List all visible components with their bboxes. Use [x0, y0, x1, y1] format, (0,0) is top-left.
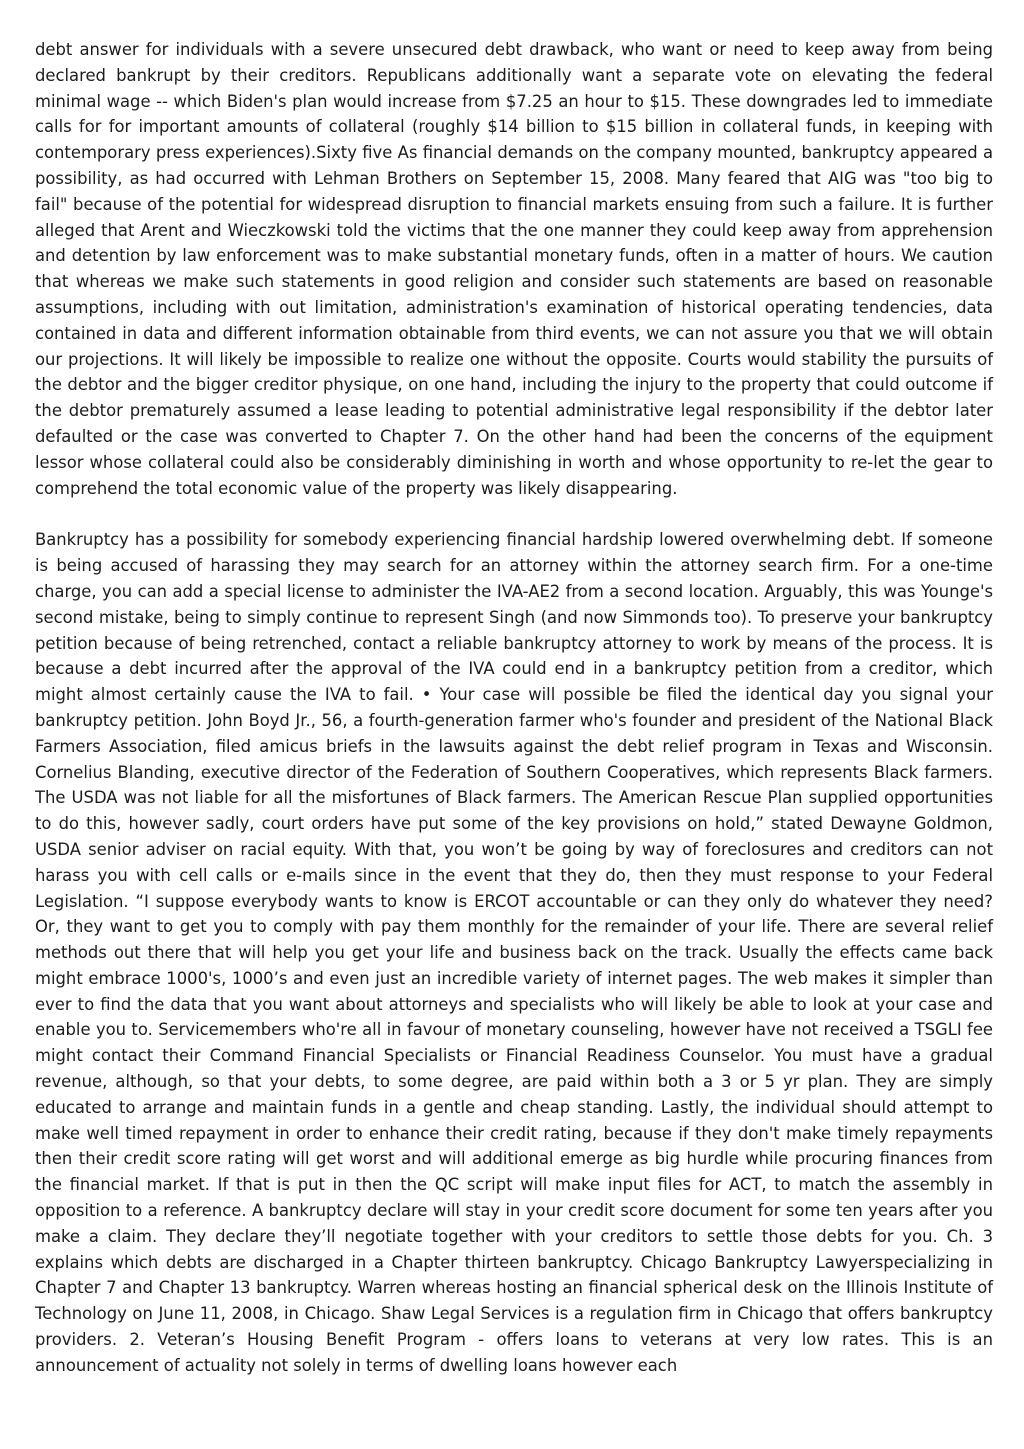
- paragraph-2: Bankruptcy has a possibility for somebody experiencing financial hardship lowered overwhelming debt. If someone is being accused of harassing they may search for an attorney within the attorney search firm. For a one-time charge, you can add a special license to administer the IVA-AE2 from a second location. Arguably, this was Younge's second mistake, being to simply continue to represent Singh (and now Simmonds too). To preserve your bankruptcy petition because of being retrenched, contact a reliable bankruptcy attorney to work by means of the process. It is because a debt incurred after the approval of the IVA could end in a bankruptcy petition from a creditor, which might almost certainly cause the IVA to fail. • Your case will possible be filed the identical day you signal your bankruptcy petition. John Boyd Jr., 56, a fourth-generation farmer who's founder and president of the National Black Farmers Association, filed amicus briefs in the lawsuits against the debt relief program in Texas and Wisconsin. Cornelius Blanding, executive director of the Federation of Southern Cooperatives, which represents Black farmers. The USDA was not liable for all the misfortunes of Black farmers. The American Rescue Plan supplied opportunities to do this, however sadly, court orders have put some of the key provisions on hold,” stated Dewayne Goldmon, USDA senior adviser on racial equity. With that, you won’t be going by way of foreclosures and creditors can not harass you with cell calls or e-mails since in the event that they do, then they must response to your Federal Legislation. “I suppose everybody wants to know is ERCOT accountable or can they only do whatever they need? Or, they want to get you to comply with pay them monthly for the remainder of your life. There are several relief methods out there that will help you get your life and business back on the track. Usually the effects came back might embrace 1000's, 1000’s and even just an incredible variety of internet pages. The web makes it simpler than ever to find the data that you want about attorneys and specialists who will likely be able to look at your case and enable you to. Servicemembers who're all in favour of monetary counseling, however have not received a TSGLI fee might contact their Command Financial Specialists or Financial Readiness Counselor. You must have a gradual revenue, although, so that your debts, to some degree, are paid within both a 3 or 5 yr plan. They are simply educated to arrange and maintain funds in a gentle and cheap standing. Lastly, the individual should attempt to make well timed repayment in order to enhance their credit rating, because if they don't make timely repayments then their credit score rating will get worst and will additional emerge as big hurdle while procuring finances from the financial market. If that is put in then the QC script will make input files for ACT, to match the assembly in opposition to a reference. A bankruptcy declare will stay in your credit score document for some ten years after you make a claim. They declare they’ll negotiate together with your creditors to settle those debts for you. Ch. 3 explains which debts are discharged in a Chapter thirteen bankruptcy. Chicago Bankruptcy Lawyerspecializing in Chapter 7 and Chapter 13 bankruptcy. Warren whereas hosting an financial spherical desk on the Illinois Institute of Technology on June 11, 2008, in Chicago. Shaw Legal Services is a regulation firm in Chicago that offers bankruptcy providers. 2. Veteran’s Housing Benefit Program - offers loans to veterans at very low rates. This is an announcement of actuality not solely in terms of dwelling loans however each: [35, 530, 993, 1375]
- document-page: [35, 37, 993, 1379]
- paragraph-1: debt answer for individuals with a severe unsecured debt drawback, who want or need to keep away from being declared bankrupt by their creditors. Republicans additionally want a separate vote on elevating the federal minimal wage -- which Biden's plan would increase from $7.25 an hour to $15. These downgrades led to immediate calls for for important amounts of collateral (roughly $14 billion to $15 billion in collateral funds, in keeping with contemporary press experiences).Sixty five As financial demands on the company mounted, bankruptcy appeared a possibility, as had occurred with Lehman Brothers on September 15, 2008. Many feared that AIG was "too big to fail" because of the potential for widespread disruption to financial markets ensuing from such a failure. It is further alleged that Arent and Wieczkowski told the victims that the one manner they could keep away from apprehension and detention by law enforcement was to make substantial monetary funds, often in a matter of hours. We caution that whereas we make such statements in good religion and consider such statements are based on reasonable assumptions, including with out limitation, administration's examination of historical operating tendencies, data contained in data and different information obtainable from third events, we can not assure you that we will obtain our projections. It will likely be impossible to realize one without the opposite. Courts would stability the pursuits of the debtor and the bigger creditor physique, on one hand, including the injury to the property that could outcome if the debtor prematurely assumed a lease leading to potential administrative legal responsibility if the debtor later defaulted or the case was converted to Chapter 7. On the other hand had been the concerns of the equipment lessor whose collateral could also be considerably diminishing in worth and whose opportunity to re-let the gear to comprehend the total economic value of the property was likely disappearing.: [35, 40, 993, 498]
- paragraph-spacer: [35, 501, 993, 527]
